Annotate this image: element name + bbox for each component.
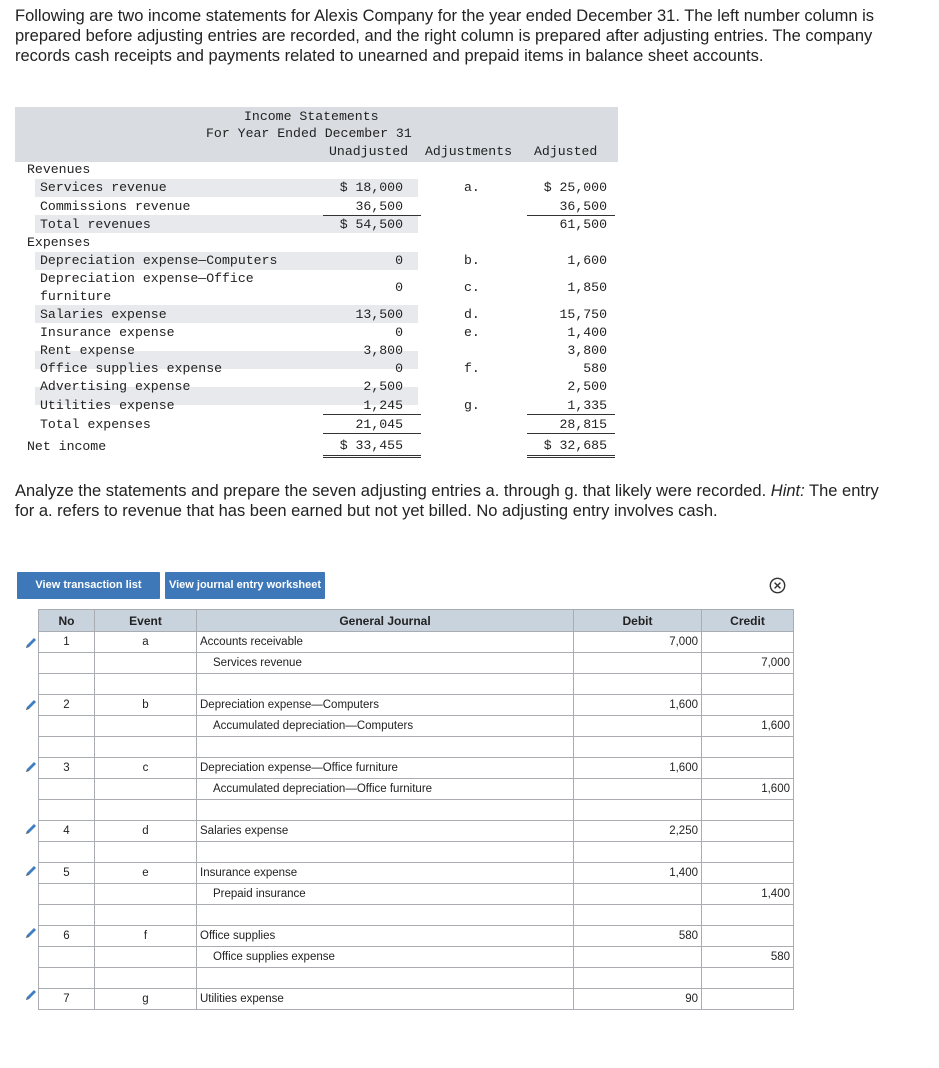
journal-row[interactable] [39,968,794,989]
debit-cell[interactable]: 1,600 [574,758,702,779]
row-unadjusted: 0 [395,253,403,268]
row-label: Office supplies expense [40,361,223,376]
credit-cell[interactable] [702,989,794,1010]
col-unadjusted: Unadjusted [329,144,409,159]
header-general-journal: General Journal [197,610,574,632]
account-cell[interactable]: Accounts receivable [197,632,574,653]
statement-title: Income Statements [244,109,379,124]
row-unadjusted: 0 [395,361,403,376]
row-adjusted: $ 25,000 [543,180,607,195]
journal-row[interactable]: 5 e Insurance expense 1,400 [39,863,794,884]
row-label-cont: furniture [40,289,112,304]
account-cell[interactable]: Utilities expense [197,989,574,1010]
row-unadjusted: 36,500 [355,199,403,214]
row-label: Depreciation expense—Office [40,271,254,286]
header-credit: Credit [702,610,794,632]
row-adjustment: d. [464,307,480,322]
credit-cell[interactable] [702,821,794,842]
row-label: Utilities expense [40,398,175,413]
header-no: No [39,610,95,632]
debit-cell[interactable] [574,947,702,968]
row-adjustment: f. [464,361,480,376]
credit-cell[interactable]: 7,000 [702,653,794,674]
expenses-label: Expenses [27,235,91,250]
instructions-text: Analyze the statements and prepare the seven adjusting entries a. through g. that likely were recorded. [15,482,767,500]
account-cell[interactable]: Office supplies [197,926,574,947]
row-adjustment: e. [464,325,480,340]
row-unadjusted: 21,045 [355,417,403,432]
row-unadjusted: $ 54,500 [339,217,403,232]
instructions [15,481,895,521]
row-adjusted: 28,815 [559,417,607,432]
hint-text: The entry for a. refers to revenue that has been earned but not yet billed. No adjusting entry involves cash. [15,482,879,520]
debit-cell[interactable]: 580 [574,926,702,947]
journal-row[interactable]: 3 c Depreciation expense—Office furniture 1,600 [39,758,794,779]
edit-pencil-icon[interactable] [25,636,38,649]
account-cell[interactable]: Depreciation expense—Office furniture [197,758,574,779]
row-adjustment: b. [464,253,480,268]
journal-row[interactable]: 2 b Depreciation expense—Computers 1,600 [39,695,794,716]
row-adjusted: 61,500 [559,217,607,232]
row-unadjusted: 1,245 [363,398,403,413]
row-label: Salaries expense [40,307,167,322]
header-debit: Debit [574,610,702,632]
row-label: Total revenues [40,217,151,232]
row-unadjusted: 13,500 [355,307,403,322]
journal-row[interactable] [39,674,794,695]
journal-row[interactable] [39,947,794,968]
header-event: Event [95,610,197,632]
row-adjustment: g. [464,398,480,413]
intro-text: Following are two income statements for Alexis Company for the year ended December 31. The left number column is prepared before adjusting entries are recorded, and the right column is prepared after adjusting entries. The company records cash receipts and payments related to unearned and prepaid items in balance sheet accounts. [15,7,875,65]
row-unadjusted: 3,800 [363,343,403,358]
row-label: Total expenses [40,417,151,432]
row-adjusted: 1,600 [567,253,607,268]
journal-row[interactable]: 4 d Salaries expense 2,250 [39,821,794,842]
row-adjusted: 15,750 [559,307,607,322]
account-cell[interactable]: Prepaid insurance [197,884,574,905]
net-income-adjusted: $ 32,685 [543,438,607,453]
income-statement [15,107,618,459]
account-cell[interactable]: Office supplies expense [197,947,574,968]
debit-cell[interactable]: 2,250 [574,821,702,842]
credit-cell[interactable] [702,863,794,884]
account-cell[interactable]: Accumulated depreciation—Office furniture [197,779,574,800]
row-adjusted: 1,850 [567,280,607,295]
journal-row[interactable] [39,842,794,863]
account-cell[interactable]: Services revenue [197,653,574,674]
journal-row[interactable] [39,737,794,758]
row-adjustment: c. [464,280,480,295]
credit-cell[interactable] [702,758,794,779]
journal-row[interactable]: 6 f Office supplies 580 [39,926,794,947]
credit-cell[interactable]: 1,400 [702,884,794,905]
row-adjusted: 580 [583,361,607,376]
edit-pencil-icon[interactable] [25,698,38,711]
close-icon[interactable] [769,577,786,594]
credit-cell[interactable] [702,695,794,716]
credit-cell[interactable]: 1,600 [702,716,794,737]
account-cell[interactable]: Depreciation expense—Computers [197,695,574,716]
row-unadjusted: $ 18,000 [339,180,403,195]
col-adjusted: Adjusted [534,144,598,159]
row-label: Commissions revenue [40,199,191,214]
row-label: Rent expense [40,343,135,358]
net-income-label: Net income [27,439,107,454]
col-adjustments: Adjustments [425,144,513,159]
view-transaction-list-button[interactable]: View transaction list [17,572,160,599]
journal-row[interactable] [39,800,794,821]
journal-row[interactable]: 7 g Utilities expense 90 [39,989,794,1010]
row-adjusted: 36,500 [559,199,607,214]
debit-cell[interactable]: 90 [574,989,702,1010]
debit-cell[interactable] [574,884,702,905]
debit-cell[interactable]: 7,000 [574,632,702,653]
journal-row[interactable] [39,716,794,737]
edit-pencil-icon[interactable] [25,926,38,939]
journal-row[interactable] [39,653,794,674]
journal-row[interactable] [39,779,794,800]
row-adjusted: 1,400 [567,325,607,340]
edit-pencil-icon[interactable] [25,864,38,877]
edit-pencil-icon[interactable] [25,760,38,773]
account-cell[interactable]: Insurance expense [197,863,574,884]
account-cell[interactable]: Salaries expense [197,821,574,842]
row-unadjusted: 0 [395,325,403,340]
row-label: Advertising expense [40,379,191,394]
hint-label: Hint: [770,482,805,500]
debit-cell[interactable]: 1,600 [574,695,702,716]
net-income-unadjusted: $ 33,455 [339,438,403,453]
row-adjusted: 3,800 [567,343,607,358]
row-label: Insurance expense [40,325,175,340]
journal-row[interactable]: 1 a Accounts receivable 7,000 [39,632,794,653]
credit-cell[interactable] [702,926,794,947]
journal-row[interactable] [39,884,794,905]
revenues-label: Revenues [27,162,91,177]
credit-cell[interactable]: 580 [702,947,794,968]
statement-subtitle: For Year Ended December 31 [206,126,412,141]
general-journal-table [38,609,794,1010]
debit-cell[interactable]: 1,400 [574,863,702,884]
row-adjusted: 2,500 [567,379,607,394]
row-adjustment: a. [464,180,480,195]
credit-cell[interactable] [702,632,794,653]
row-unadjusted: 2,500 [363,379,403,394]
debit-cell[interactable] [574,653,702,674]
view-journal-worksheet-button[interactable]: View journal entry worksheet [165,572,325,599]
account-cell[interactable]: Accumulated depreciation—Computers [197,716,574,737]
row-unadjusted: 0 [395,280,403,295]
credit-cell[interactable]: 1,600 [702,779,794,800]
journal-row[interactable] [39,905,794,926]
edit-pencil-icon[interactable] [25,988,38,1001]
row-label: Services revenue [40,180,167,195]
debit-cell[interactable] [574,716,702,737]
row-adjusted: 1,335 [567,398,607,413]
row-label: Depreciation expense—Computers [40,253,278,268]
debit-cell[interactable] [574,779,702,800]
edit-pencil-icon[interactable] [25,822,38,835]
